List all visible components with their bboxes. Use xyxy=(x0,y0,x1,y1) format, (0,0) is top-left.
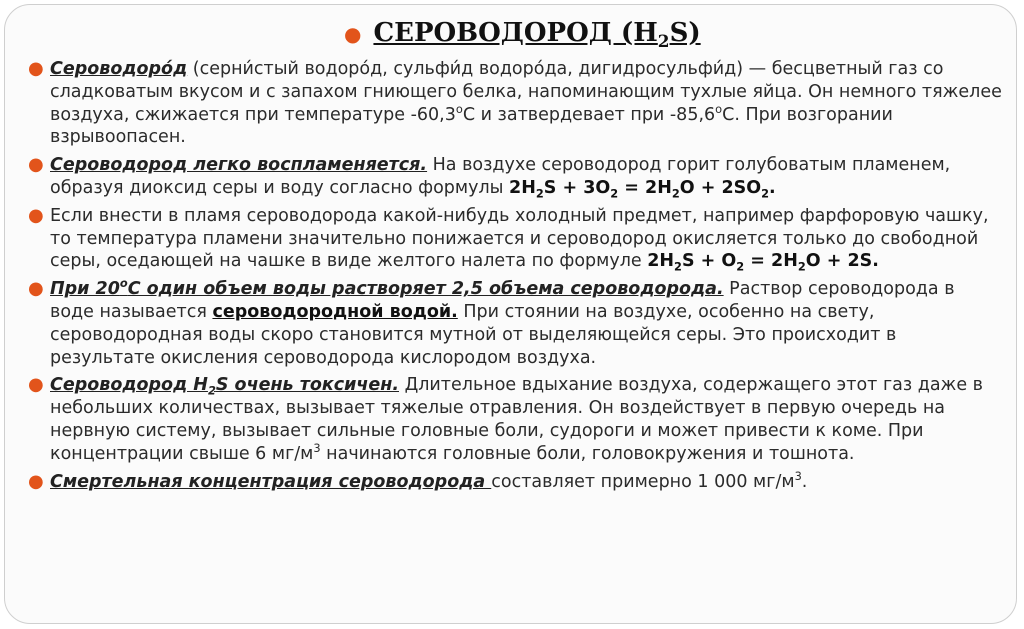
content xyxy=(28,58,1003,498)
term-lead: При $20^оС$ один объем воды растворяет 2,5 объема сероводорода. xyxy=(50,276,724,300)
bullet-icon: ● xyxy=(28,58,44,79)
term-lead: Сероводород легко воспламеняется. xyxy=(50,155,428,176)
bullet-icon: ● xyxy=(28,204,44,226)
paragraph-definition: ● Сероводоро́д (серни́стый водоро́д, сульфи́д водоро́да, дигидросульфи́д) — бесцветный газ со сладковатым вкусом и с запахом гниющего белка, напоминающим тухлые яйца. Он немного тяжелее воздуха, сжижается при температуре $-60,3^оС$ и затвердевает при $-85,6^оС$. При возгорании взрывоопасен. xyxy=(28,58,1002,148)
formula: $2H_2S + O_2 = 2H_2O + 2S$. xyxy=(647,251,879,274)
term-lead: Сероводород $H_2S$ очень токсичен. xyxy=(50,375,399,398)
paragraph-flammability: ● Сероводород легко воспламеняется. На воздухе сероводород горит голубоватым пламенем, образуя диоксид серы и воду согласно формулы $2H_2S + 3O_2 = 2H_2O + 2SO_2$. xyxy=(28,154,951,201)
page-title: ● СЕРОВОДОРОД $(H_2S)$ xyxy=(344,18,701,52)
bullet-icon: ● xyxy=(344,22,362,46)
term-lead: Сероводоро́д xyxy=(50,59,188,79)
bullet-icon: ● xyxy=(28,154,44,176)
bullet-icon: ● xyxy=(28,374,44,396)
term-strong: сероводородной водой. xyxy=(212,301,458,322)
bullet-icon: ● xyxy=(28,278,44,300)
paragraph-oxidation: ● Если внести в пламя сероводорода какой-нибудь холодный предмет, например фарфоровую чашку, то температура пламени значительно понижается и сероводород окисляется только до свободной серы, оседающей на чашке в виде желтого налета по формуле $2H_2S + O_2 = 2H_2O + 2S$. xyxy=(28,204,989,274)
paragraph-lethal: ● Смертельная концентрация сероводорода составляет примерно 1 000 $мг/м^3$. xyxy=(28,468,808,492)
paragraph-solubility: ● При $20^оС$ один объем воды растворяет 2,5 объема сероводорода. Раствор сероводорода в воде называется сероводородной водой. При стоянии на воздухе, особенно на свету, сероводородная воды скоро становится мутной от выделяющейся серы. Это происходит в результате окисления сероводорода кислородом воздуха. xyxy=(28,276,955,368)
bullet-icon: ● xyxy=(28,470,44,492)
term-lead: Смертельная концентрация сероводорода xyxy=(50,471,492,492)
paragraph-toxicity: ● Сероводород $H_2S$ очень токсичен. Длительное вдыхание воздуха, содержащего этот газ даже в небольших количествах, вызывает тяжелые отравления. Он воздействует в первую очередь на нервную систему, вызывает сильные головные боли, судороги и может привести к коме. При концентрации свыше 6 $мг/м^3$ начинаются головные боли, головокружения и тошнота. xyxy=(28,374,983,464)
formula: $2H_2S + 3O_2 = 2H_2O + 2SO_2$. xyxy=(509,177,776,201)
